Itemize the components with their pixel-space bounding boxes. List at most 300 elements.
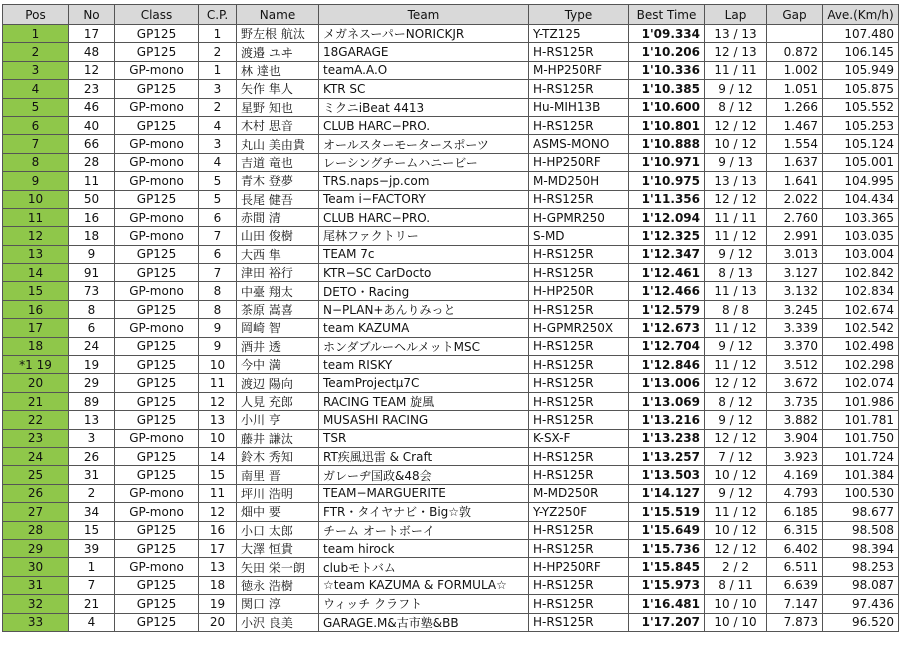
- cell-best-time: 1'16.481: [629, 595, 705, 613]
- cell-best-time: 1'15.973: [629, 576, 705, 594]
- cell-team: オールスターモータースポーツ: [319, 135, 529, 153]
- cell-name: 矢作 隼人: [237, 80, 319, 98]
- cell-type: H-RS125R: [529, 521, 629, 539]
- cell-cp: 17: [199, 539, 237, 557]
- cell-lap: 11 / 11: [705, 61, 767, 79]
- cell-avg-speed: 106.145: [823, 43, 899, 61]
- cell-avg-speed: 105.552: [823, 98, 899, 116]
- cell-best-time: 1'10.888: [629, 135, 705, 153]
- cell-lap: 11 / 13: [705, 282, 767, 300]
- cell-best-time: 1'10.600: [629, 98, 705, 116]
- cell-pos: 16: [3, 300, 69, 318]
- cell-gap: 6.185: [767, 503, 823, 521]
- cell-lap: 10 / 10: [705, 613, 767, 631]
- cell-best-time: 1'09.334: [629, 25, 705, 43]
- cell-name: 渡辺 陽向: [237, 374, 319, 392]
- cell-team: ホンダブルーヘルメットMSC: [319, 337, 529, 355]
- cell-no: 15: [69, 521, 115, 539]
- table-row: [3, 300, 899, 318]
- cell-team: DETO・Racing: [319, 282, 529, 300]
- cell-team: Team i−FACTORY: [319, 190, 529, 208]
- cell-class: GP-mono: [115, 227, 199, 245]
- cell-type: H-RS125R: [529, 392, 629, 410]
- cell-gap: 3.512: [767, 356, 823, 374]
- cell-name: 人見 充郎: [237, 392, 319, 410]
- cell-pos: 14: [3, 264, 69, 282]
- cell-class: GP-mono: [115, 282, 199, 300]
- cell-cp: 4: [199, 116, 237, 134]
- cell-cp: 3: [199, 80, 237, 98]
- cell-best-time: 1'12.846: [629, 356, 705, 374]
- cell-avg-speed: 101.986: [823, 392, 899, 410]
- cell-avg-speed: 105.001: [823, 153, 899, 171]
- cell-no: 6: [69, 319, 115, 337]
- cell-gap: 6.315: [767, 521, 823, 539]
- cell-type: Y-TZ125: [529, 25, 629, 43]
- cell-avg-speed: 101.724: [823, 447, 899, 465]
- cell-lap: 11 / 12: [705, 227, 767, 245]
- cell-pos: 25: [3, 466, 69, 484]
- header-lap: Lap: [705, 5, 767, 25]
- cell-lap: 8 / 12: [705, 392, 767, 410]
- cell-cp: 13: [199, 558, 237, 576]
- cell-lap: 8 / 11: [705, 576, 767, 594]
- cell-gap: 1.051: [767, 80, 823, 98]
- cell-pos: 22: [3, 411, 69, 429]
- cell-pos: 29: [3, 539, 69, 557]
- header-no: No: [69, 5, 115, 25]
- cell-no: 91: [69, 264, 115, 282]
- cell-team: KTR SC: [319, 80, 529, 98]
- cell-cp: 12: [199, 392, 237, 410]
- cell-best-time: 1'11.356: [629, 190, 705, 208]
- cell-cp: 6: [199, 245, 237, 263]
- cell-avg-speed: 96.520: [823, 613, 899, 631]
- table-row: [3, 61, 899, 79]
- cell-lap: 12 / 12: [705, 539, 767, 557]
- cell-pos: 13: [3, 245, 69, 263]
- cell-pos: 9: [3, 172, 69, 190]
- cell-type: Hu-MIH13B: [529, 98, 629, 116]
- cell-team: FTR・タイヤナビ・Big☆敦: [319, 503, 529, 521]
- cell-lap: 9 / 12: [705, 337, 767, 355]
- cell-type: H-RS125R: [529, 43, 629, 61]
- cell-class: GP-mono: [115, 429, 199, 447]
- cell-class: GP125: [115, 613, 199, 631]
- header-type: Type: [529, 5, 629, 25]
- cell-name: 小川 亨: [237, 411, 319, 429]
- cell-name: 坪川 浩明: [237, 484, 319, 502]
- cell-best-time: 1'12.579: [629, 300, 705, 318]
- cell-name: 関口 淳: [237, 595, 319, 613]
- cell-lap: 9 / 12: [705, 484, 767, 502]
- cell-avg-speed: 107.480: [823, 25, 899, 43]
- cell-best-time: 1'12.461: [629, 264, 705, 282]
- cell-class: GP125: [115, 466, 199, 484]
- cell-cp: 4: [199, 153, 237, 171]
- cell-best-time: 1'13.257: [629, 447, 705, 465]
- cell-best-time: 1'12.466: [629, 282, 705, 300]
- cell-pos: 30: [3, 558, 69, 576]
- cell-pos: 1: [3, 25, 69, 43]
- cell-cp: 20: [199, 613, 237, 631]
- cell-cp: 14: [199, 447, 237, 465]
- cell-best-time: 1'12.094: [629, 208, 705, 226]
- header-avg-speed: Ave.(Km/h): [823, 5, 899, 25]
- cell-class: GP-mono: [115, 153, 199, 171]
- cell-lap: 12 / 12: [705, 429, 767, 447]
- cell-team: N−PLAN+あんりみっと: [319, 300, 529, 318]
- cell-team: team KAZUMA: [319, 319, 529, 337]
- cell-lap: 8 / 8: [705, 300, 767, 318]
- cell-cp: 5: [199, 190, 237, 208]
- cell-avg-speed: 101.384: [823, 466, 899, 484]
- cell-team: チーム オートボーイ: [319, 521, 529, 539]
- cell-lap: 10 / 10: [705, 595, 767, 613]
- cell-pos: 32: [3, 595, 69, 613]
- cell-type: H-RS125R: [529, 576, 629, 594]
- cell-pos: *1 19: [3, 356, 69, 374]
- cell-team: RACING TEAM 旋風: [319, 392, 529, 410]
- cell-avg-speed: 101.750: [823, 429, 899, 447]
- cell-pos: 28: [3, 521, 69, 539]
- header-row: [3, 5, 899, 25]
- cell-avg-speed: 102.498: [823, 337, 899, 355]
- cell-avg-speed: 98.087: [823, 576, 899, 594]
- cell-gap: 3.904: [767, 429, 823, 447]
- cell-avg-speed: 103.365: [823, 208, 899, 226]
- cell-team: ミクニiBeat 4413: [319, 98, 529, 116]
- cell-name: 野左根 航汰: [237, 25, 319, 43]
- cell-gap: 1.554: [767, 135, 823, 153]
- cell-best-time: 1'10.971: [629, 153, 705, 171]
- cell-lap: 9 / 13: [705, 153, 767, 171]
- table-row: [3, 116, 899, 134]
- cell-cp: 8: [199, 282, 237, 300]
- table-row: [3, 374, 899, 392]
- cell-team: 18GARAGE: [319, 43, 529, 61]
- cell-lap: 13 / 13: [705, 25, 767, 43]
- cell-lap: 9 / 12: [705, 245, 767, 263]
- cell-type: H-RS125R: [529, 613, 629, 631]
- cell-name: 大西 隼: [237, 245, 319, 263]
- cell-lap: 10 / 12: [705, 466, 767, 484]
- cell-name: 鈴木 秀知: [237, 447, 319, 465]
- cell-pos: 23: [3, 429, 69, 447]
- cell-lap: 12 / 13: [705, 43, 767, 61]
- table-row: [3, 521, 899, 539]
- cell-no: 1: [69, 558, 115, 576]
- cell-pos: 8: [3, 153, 69, 171]
- cell-avg-speed: 104.434: [823, 190, 899, 208]
- cell-gap: 6.402: [767, 539, 823, 557]
- cell-lap: 10 / 12: [705, 135, 767, 153]
- cell-no: 24: [69, 337, 115, 355]
- cell-team: KTR−SC CarDocto: [319, 264, 529, 282]
- cell-pos: 3: [3, 61, 69, 79]
- cell-type: H-RS125R: [529, 116, 629, 134]
- cell-class: GP-mono: [115, 135, 199, 153]
- cell-type: K-SX-F: [529, 429, 629, 447]
- cell-avg-speed: 98.508: [823, 521, 899, 539]
- cell-pos: 6: [3, 116, 69, 134]
- cell-team: GARAGE.M&古市塾&BB: [319, 613, 529, 631]
- header-pos: Pos: [3, 5, 69, 25]
- cell-type: S-MD: [529, 227, 629, 245]
- table-row: [3, 447, 899, 465]
- cell-no: 89: [69, 392, 115, 410]
- cell-team: CLUB HARC−PRO.: [319, 208, 529, 226]
- cell-pos: 21: [3, 392, 69, 410]
- cell-avg-speed: 102.834: [823, 282, 899, 300]
- cell-type: H-GPMR250: [529, 208, 629, 226]
- cell-type: Y-YZ250F: [529, 503, 629, 521]
- cell-type: H-RS125R: [529, 264, 629, 282]
- cell-pos: 20: [3, 374, 69, 392]
- cell-gap: 3.132: [767, 282, 823, 300]
- cell-gap: 3.672: [767, 374, 823, 392]
- cell-team: 尾林ファクトリー: [319, 227, 529, 245]
- cell-no: 21: [69, 595, 115, 613]
- cell-no: 3: [69, 429, 115, 447]
- cell-no: 13: [69, 411, 115, 429]
- cell-gap: 6.639: [767, 576, 823, 594]
- cell-avg-speed: 102.842: [823, 264, 899, 282]
- cell-team: team hirock: [319, 539, 529, 557]
- cell-name: 赤間 清: [237, 208, 319, 226]
- cell-avg-speed: 102.674: [823, 300, 899, 318]
- cell-team: CLUB HARC−PRO.: [319, 116, 529, 134]
- cell-no: 18: [69, 227, 115, 245]
- cell-name: 畑中 要: [237, 503, 319, 521]
- cell-pos: 2: [3, 43, 69, 61]
- cell-name: 大澤 恒貴: [237, 539, 319, 557]
- cell-pos: 10: [3, 190, 69, 208]
- cell-no: 26: [69, 447, 115, 465]
- header-best-time: Best Time: [629, 5, 705, 25]
- cell-avg-speed: 101.781: [823, 411, 899, 429]
- cell-no: 50: [69, 190, 115, 208]
- cell-name: 岡崎 智: [237, 319, 319, 337]
- table-body: [3, 25, 899, 632]
- header-team: Team: [319, 5, 529, 25]
- cell-name: 今中 満: [237, 356, 319, 374]
- cell-team: team RISKY: [319, 356, 529, 374]
- cell-team: clubモトバム: [319, 558, 529, 576]
- cell-cp: 7: [199, 227, 237, 245]
- table-row: [3, 576, 899, 594]
- cell-no: 31: [69, 466, 115, 484]
- table-row: [3, 282, 899, 300]
- cell-cp: 8: [199, 300, 237, 318]
- cell-avg-speed: 102.298: [823, 356, 899, 374]
- cell-no: 66: [69, 135, 115, 153]
- table-row: [3, 135, 899, 153]
- cell-class: GP125: [115, 539, 199, 557]
- cell-name: 山田 俊樹: [237, 227, 319, 245]
- cell-class: GP125: [115, 245, 199, 263]
- cell-cp: 6: [199, 208, 237, 226]
- cell-gap: 2.991: [767, 227, 823, 245]
- cell-best-time: 1'12.673: [629, 319, 705, 337]
- cell-name: 小沢 良美: [237, 613, 319, 631]
- cell-gap: 3.370: [767, 337, 823, 355]
- cell-name: 渡邉 ユヰ: [237, 43, 319, 61]
- cell-cp: 2: [199, 43, 237, 61]
- cell-team: ガレーヂ国政&48会: [319, 466, 529, 484]
- cell-gap: 1.641: [767, 172, 823, 190]
- cell-gap: 7.147: [767, 595, 823, 613]
- cell-no: 29: [69, 374, 115, 392]
- cell-cp: 11: [199, 374, 237, 392]
- cell-best-time: 1'13.006: [629, 374, 705, 392]
- cell-gap: 4.169: [767, 466, 823, 484]
- cell-avg-speed: 103.004: [823, 245, 899, 263]
- cell-avg-speed: 102.542: [823, 319, 899, 337]
- cell-avg-speed: 98.394: [823, 539, 899, 557]
- cell-team: レーシングチームハニービー: [319, 153, 529, 171]
- cell-no: 7: [69, 576, 115, 594]
- cell-class: GP125: [115, 116, 199, 134]
- table-row: [3, 356, 899, 374]
- cell-team: TEAM 7c: [319, 245, 529, 263]
- cell-cp: 13: [199, 411, 237, 429]
- cell-cp: 10: [199, 356, 237, 374]
- cell-gap: 2.022: [767, 190, 823, 208]
- cell-avg-speed: 105.875: [823, 80, 899, 98]
- cell-gap: 3.882: [767, 411, 823, 429]
- cell-class: GP125: [115, 521, 199, 539]
- cell-cp: 9: [199, 319, 237, 337]
- cell-pos: 5: [3, 98, 69, 116]
- table-row: [3, 153, 899, 171]
- cell-type: H-RS125R: [529, 300, 629, 318]
- cell-lap: 12 / 12: [705, 190, 767, 208]
- table-row: [3, 25, 899, 43]
- cell-class: GP125: [115, 374, 199, 392]
- cell-gap: 1.467: [767, 116, 823, 134]
- cell-type: H-RS125R: [529, 447, 629, 465]
- table-row: [3, 392, 899, 410]
- cell-pos: 33: [3, 613, 69, 631]
- cell-cp: 19: [199, 595, 237, 613]
- cell-pos: 17: [3, 319, 69, 337]
- cell-type: ASMS-MONO: [529, 135, 629, 153]
- cell-type: M-MD250R: [529, 484, 629, 502]
- cell-class: GP125: [115, 576, 199, 594]
- table-row: [3, 337, 899, 355]
- cell-gap: [767, 25, 823, 43]
- cell-team: ☆team KAZUMA & FORMULA☆: [319, 576, 529, 594]
- cell-class: GP125: [115, 43, 199, 61]
- cell-cp: 18: [199, 576, 237, 594]
- cell-lap: 8 / 12: [705, 98, 767, 116]
- header-gap: Gap: [767, 5, 823, 25]
- cell-best-time: 1'10.206: [629, 43, 705, 61]
- cell-pos: 12: [3, 227, 69, 245]
- cell-cp: 15: [199, 466, 237, 484]
- table-row: [3, 411, 899, 429]
- cell-name: 吉道 竜也: [237, 153, 319, 171]
- cell-gap: 2.760: [767, 208, 823, 226]
- cell-lap: 8 / 13: [705, 264, 767, 282]
- cell-type: H-RS125R: [529, 245, 629, 263]
- cell-avg-speed: 100.530: [823, 484, 899, 502]
- cell-gap: 3.735: [767, 392, 823, 410]
- cell-avg-speed: 105.949: [823, 61, 899, 79]
- cell-no: 12: [69, 61, 115, 79]
- cell-class: GP-mono: [115, 61, 199, 79]
- table-row: [3, 319, 899, 337]
- cell-team: teamA.A.O: [319, 61, 529, 79]
- cell-name: 徳永 浩樹: [237, 576, 319, 594]
- cell-cp: 16: [199, 521, 237, 539]
- cell-team: MUSASHI RACING: [319, 411, 529, 429]
- cell-class: GP-mono: [115, 319, 199, 337]
- cell-class: GP-mono: [115, 503, 199, 521]
- cell-cp: 7: [199, 264, 237, 282]
- cell-best-time: 1'10.975: [629, 172, 705, 190]
- cell-name: 矢田 栄一朗: [237, 558, 319, 576]
- cell-name: 丸山 美由貴: [237, 135, 319, 153]
- cell-pos: 27: [3, 503, 69, 521]
- cell-best-time: 1'10.336: [629, 61, 705, 79]
- table-row: [3, 227, 899, 245]
- cell-best-time: 1'13.503: [629, 466, 705, 484]
- cell-no: 8: [69, 300, 115, 318]
- cell-gap: 1.002: [767, 61, 823, 79]
- table-row: [3, 429, 899, 447]
- cell-lap: 11 / 12: [705, 356, 767, 374]
- cell-class: GP125: [115, 80, 199, 98]
- cell-class: GP125: [115, 25, 199, 43]
- cell-best-time: 1'13.069: [629, 392, 705, 410]
- table-row: [3, 208, 899, 226]
- cell-type: H-HP250RF: [529, 153, 629, 171]
- cell-no: 48: [69, 43, 115, 61]
- cell-best-time: 1'10.385: [629, 80, 705, 98]
- cell-cp: 3: [199, 135, 237, 153]
- cell-type: H-RS125R: [529, 190, 629, 208]
- cell-cp: 1: [199, 25, 237, 43]
- cell-type: H-RS125R: [529, 80, 629, 98]
- cell-class: GP125: [115, 356, 199, 374]
- cell-class: GP-mono: [115, 98, 199, 116]
- cell-best-time: 1'13.238: [629, 429, 705, 447]
- cell-lap: 10 / 12: [705, 521, 767, 539]
- cell-team: メガネスーパーNORICKJR: [319, 25, 529, 43]
- cell-class: GP125: [115, 190, 199, 208]
- cell-class: GP-mono: [115, 484, 199, 502]
- cell-best-time: 1'14.127: [629, 484, 705, 502]
- table-row: [3, 43, 899, 61]
- cell-no: 4: [69, 613, 115, 631]
- cell-gap: 3.127: [767, 264, 823, 282]
- cell-no: 16: [69, 208, 115, 226]
- cell-gap: 1.266: [767, 98, 823, 116]
- cell-best-time: 1'12.325: [629, 227, 705, 245]
- cell-type: H-RS125R: [529, 539, 629, 557]
- cell-best-time: 1'15.649: [629, 521, 705, 539]
- cell-cp: 9: [199, 337, 237, 355]
- cell-name: 青木 登夢: [237, 172, 319, 190]
- cell-gap: 4.793: [767, 484, 823, 502]
- cell-name: 酒井 透: [237, 337, 319, 355]
- cell-name: 木村 思音: [237, 116, 319, 134]
- table-row: [3, 595, 899, 613]
- cell-class: GP125: [115, 595, 199, 613]
- cell-class: GP-mono: [115, 208, 199, 226]
